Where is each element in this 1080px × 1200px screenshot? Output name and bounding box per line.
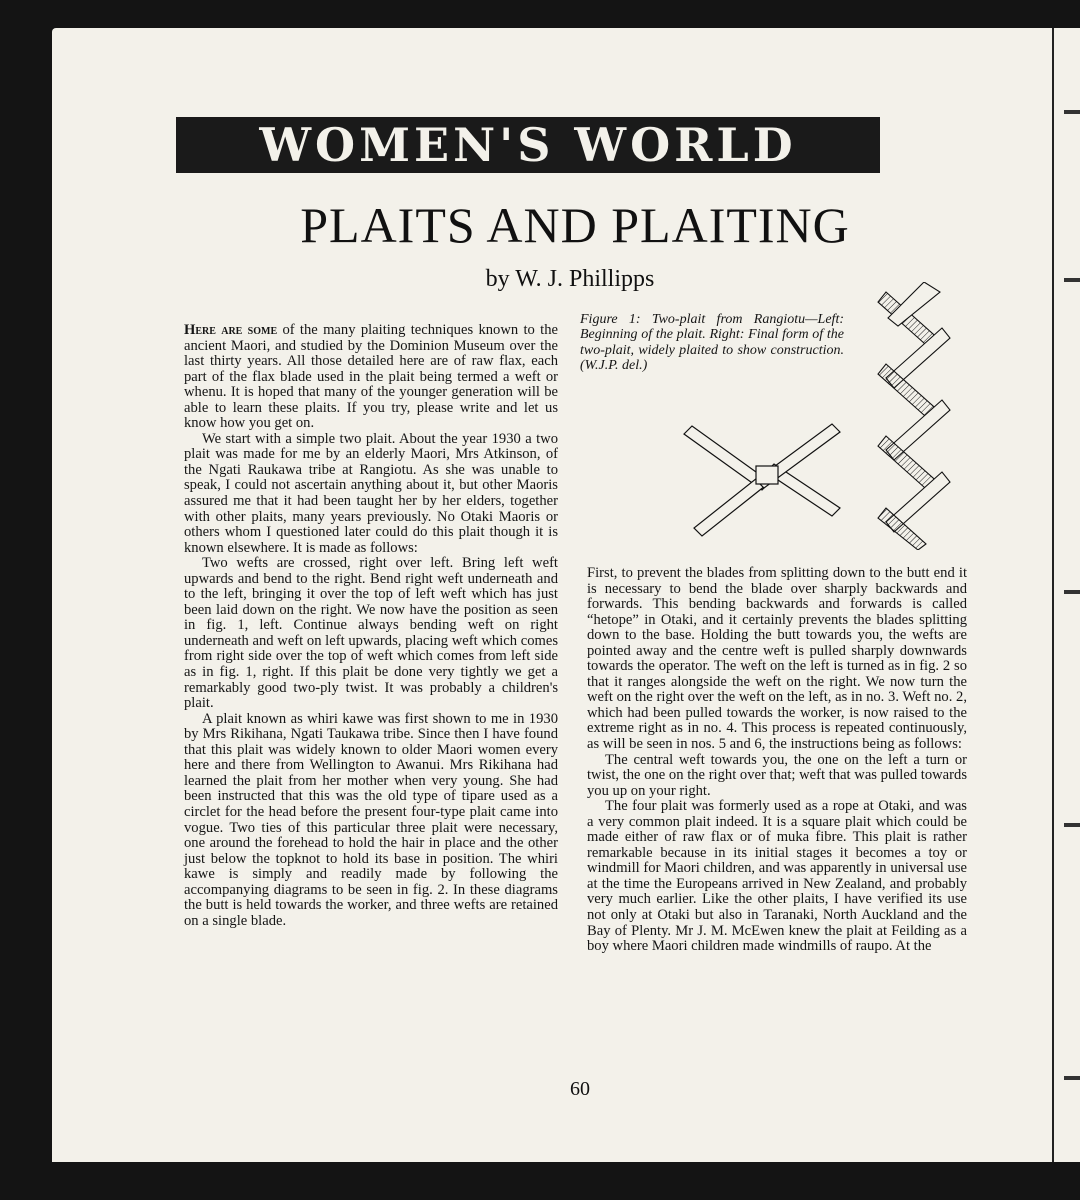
- page-number: 60: [570, 1078, 590, 1100]
- section-banner: [176, 117, 880, 173]
- figure-caption: Figure 1: Two-plait from Rangiotu—Left: Beginning of the plait. Right: Final form of the two-plait, widely plaited to show construction. (W.J.P. del.): [580, 312, 844, 374]
- paragraph-text: of the many plaiting techniques known to the ancient Maori, and studied by the Dominion Museum over the last thirty years. All those detailed here are of raw flax, each part of the flax blade used in the plait being termed a weft or whenu. It is hoped that many of the younger generation will be able to learn these plaits. If you try, please write and let us know how you get on.: [184, 322, 558, 432]
- paragraph: Two wefts are crossed, right over left. Bring left weft upwards and bend to the right. Bend right weft underneath and to the left, bringing it over the top of left weft which has just been laid down on the right. We now have the position as seen in fig. 1, left. Continue always bending weft on right underneath and weft on left upwards, placing weft which comes from right side over the top of weft which comes from left side as in fig. 1, right. If this plait be done very tightly we get a remarkably good two-ply twist. It was probably a children's plait.: [184, 555, 558, 712]
- article-title: PLAITS AND PLAITING: [300, 197, 850, 253]
- left-column: [184, 323, 558, 929]
- paragraph: [184, 323, 558, 432]
- section-banner-text: WOMEN'S WORLD: [259, 118, 797, 172]
- article-byline: by W. J. Phillipps: [485, 266, 655, 292]
- paragraph: The central weft towards you, the one on the left a turn or twist, the one on the right over that; weft that was pulled towards you up on your right.: [587, 751, 967, 799]
- paragraph: First, to prevent the blades from splitting down to the butt end it is necessary to bend the blade over sharply backwards and forwards. This bending backwards and forwards is called “hetope” in Otaki, and it certainly prevents the blades splitting down to the base. Holding the butt towards you, the wefts are pointed away and the centre weft is pulled sharply downwards towards the operator. The weft on the left is turned as in fig. 2 so that it ranges alongside the weft on the right. We now turn the weft on the right over the weft on the left, as in no. 3. Weft no. 2, which had been pulled towards the worker, is now raised to the extreme right as in no. 4. This process is repeated continuously, as will be seen in nos. 5 and 6, the instructions being as follows:: [587, 565, 967, 753]
- paragraph: We start with a simple two plait. About the year 1930 a two plait was made for me by an elderly Maori, Mrs Atkinson, of the Ngati Raukawa tribe at Rangiotu. As she was unable to speak, I could not ascertain anything about it, but other Maoris assured me that it had been taught her by her elders, together with other plaits, many years previously. No Otaki Maoris or others whom I questioned later could do this plait though it is known elsewhere. It is made as follows:: [184, 430, 558, 556]
- paragraph: The four plait was formerly used as a rope at Otaki, and was a very common plait indeed. It is a square plait which could be made either of raw flax or of muka fibre. This plait is rather remarkable because in its initial stages it becomes a toy or windmill for Maori children, and was apparently in universal use at the time the Europeans arrived in New Zealand, and probably very much earlier. Like the other plaits, I have verified its use not only at Otaki but also in Taranaki, North Auckland and the Bay of Plenty. Mr J. M. McEwen knew the plait at Feilding as a boy where Maori children made windmills of raupo. At the: [587, 798, 967, 955]
- two-plait-final-diagram: [876, 282, 952, 550]
- two-plait-beginning-diagram: [680, 420, 846, 542]
- lead-in: Here are some: [184, 322, 278, 338]
- right-column: [587, 566, 967, 955]
- paragraph: A plait known as whiri kawe was first shown to me in 1930 by Mrs Rikihana, Ngati Taukawa tribe. Since then I have found that this plait was widely known to older Maori women every here and there from Wellington to Awanui. Mrs Rikihana had learned the plait from her mother when very young. She had been instructed that this was the old type of tipare used as a circlet for the head before the present four-type plait came into vogue. Two ties of this particular three plait were necessary, one around the forehead to hold the hair in place and the other just below the topknot to hold its base in position. The whiri kawe is simply and readily made by following the accompanying diagrams to be seen in fig. 2. In these diagrams the butt is held towards the worker, and three wefts are retained on a single blade.: [184, 710, 558, 929]
